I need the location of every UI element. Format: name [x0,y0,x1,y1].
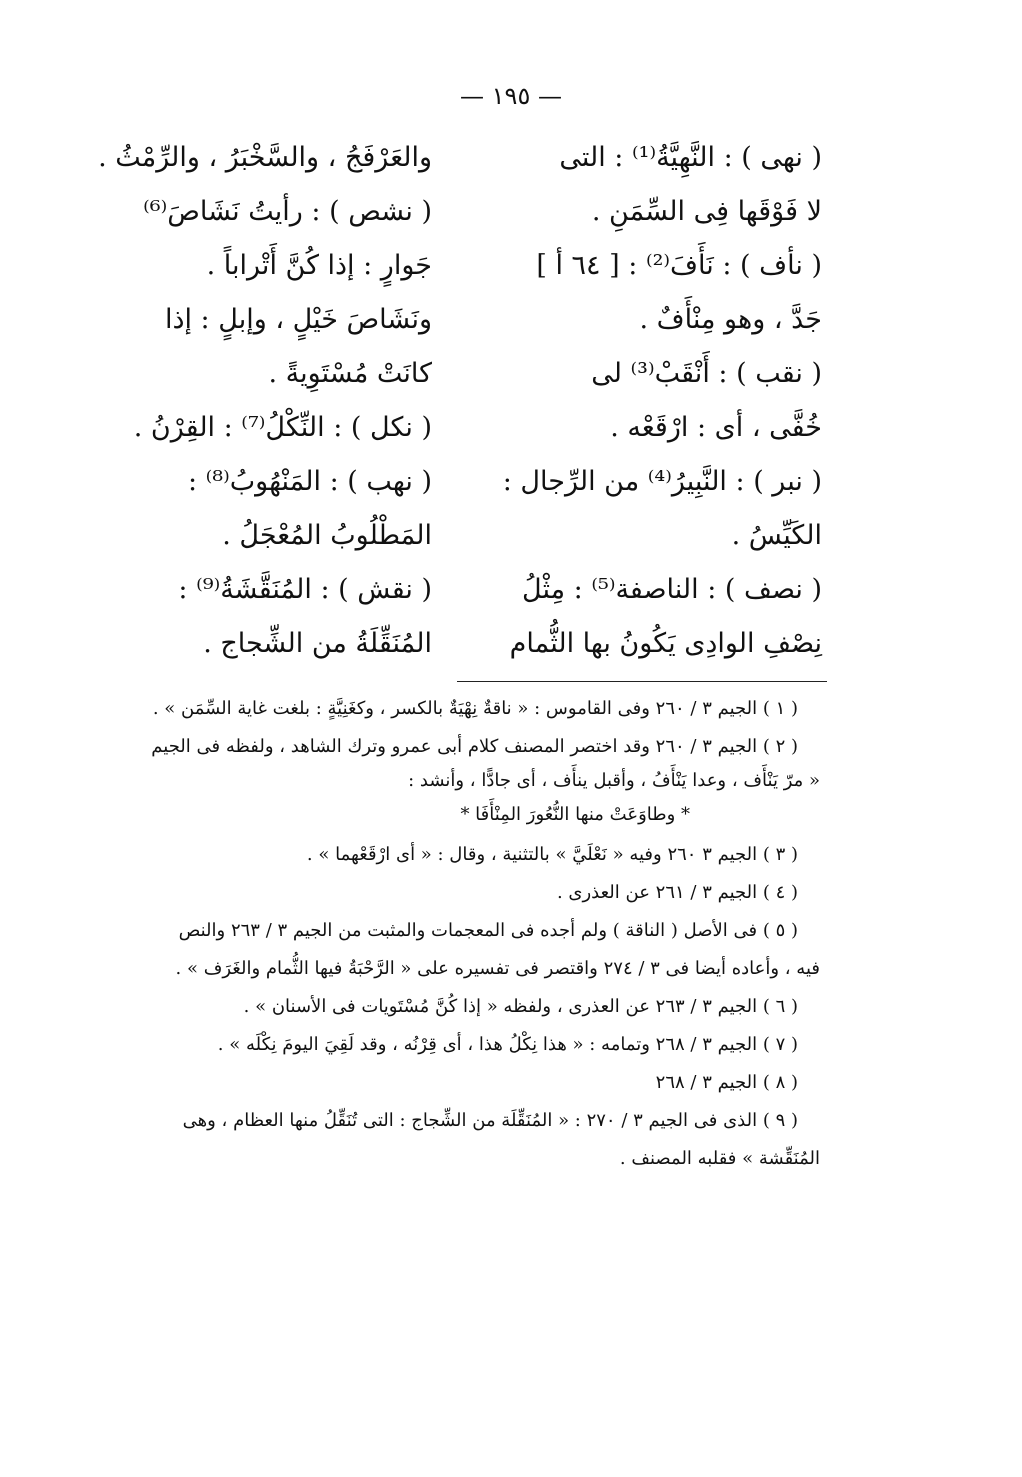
text-line: ( نكل ) : النِّكْلُ⁽⁷⁾ : القِرْنُ . [133,412,432,443]
text-line: المُنَقِّلَةُ من الشِّجاج . [203,628,432,659]
footnote-line: ( ٢ ) الجيم ٣ / ٢٦٠ وقد اختصر المصنف كلام أبى عمرو وترك الشاهد ، ولفظه فى الجيم [151,736,798,757]
footnote-line: ( ٩ ) الذى فى الجيم ٣ / ٢٧٠ : « المُنَقِّلَة من الشِّجاج : التى تُنَقِّلُ منها العظام ، وهى [182,1110,798,1131]
text-line: لا فَوْقَها فِى السِّمَنِ . [591,196,822,227]
footnote-line: ( ١ ) الجيم ٣ / ٢٦٠ وفى القاموس : « ناقةٌ نِهْيَةٌ بالكسر ، وكغَنِيَّةٍ : بلغت غاية السِّمَن » . [152,698,798,719]
footnote-line: ( ٨ ) الجيم ٣ / ٢٦٨ [655,1072,798,1093]
footnote-line: ( ٣ ) الجيم ٣ ٢٦٠ وفيه « نَعْلَيَّ » بالتثنية ، وقال : « أى ارْقَعْهما » . [306,844,798,865]
text-line: ( نهب ) : المَنْهُوبُ⁽⁸⁾ : [187,466,432,497]
text-line: ( نهى ) : النَّهِيَّةُ⁽¹⁾ : التى [559,142,822,173]
footnote-line: فيه ، وأعاده أيضا فى ٣ / ٢٧٤ واقتصر فى تفسيره على « الرَّحْبَةُ فيها الثُّمام والغَرَف » . [175,958,820,979]
text-line: كانَتْ مُسْتَوِيةً . [268,358,432,389]
text-line: ( نقب ) : أَنْقَبْ⁽³⁾ لى [591,358,822,389]
text-line: ( نشص ) : رأيتُ نَشَاصَ⁽⁶⁾ [143,196,432,227]
page-number: — ١٩٥ — [460,82,562,110]
text-line: خُفَّى ، أى : ارْقَعْه . [610,412,822,443]
footnote-line: المُنَقِّشة » فقلبه المصنف . [619,1148,820,1169]
footnote-line: ( ٥ ) فى الأصل ( الناقة ) ولم أجده فى المعجمات والمثبت من الجيم ٣ / ٢٦٣ والنص [178,920,798,941]
text-line: ونَشَاصَ خَيْلٍ ، وإبلٍ : إذا [164,304,432,335]
footnote-line: ( ٧ ) الجيم ٣ / ٢٦٨ وتمامه : « هذا نِكْلُ هذا ، أى قِرْنُه ، وقد لَقِيَ اليومَ نِكْلَه » . [217,1034,798,1055]
text-line: ( نقش ) : المُنَقَّشَةُ⁽⁹⁾ : [178,574,432,605]
text-line: جَدَّ ، وهو مِنْأَفٌ . [639,304,822,335]
footnote-line: * وطاوَعَتْ منها النُّعُورَ المِنْأَفَا * [460,804,690,825]
footnote-divider [457,681,827,682]
text-line: الكَيِّسُ . [731,520,822,551]
footnote-line: ( ٦ ) الجيم ٣ / ٢٦٣ عن العذرى ، ولفظه « إذا كُنَّ مُسْتَويات فى الأسنان » . [243,996,798,1017]
text-line: ( نبر ) : النَّبِيرُ⁽⁴⁾ من الرِّجال : [502,466,822,497]
text-line: جَوارٍ : إذا كُنَّ أَتْراباً . [206,250,432,281]
text-line: والعَرْفَجُ ، والسَّخْبَرُ ، والرِّمْثُ . [98,142,432,173]
text-line: ( نصف ) : الناصفة⁽⁵⁾ : مِثْلُ [522,574,822,605]
text-line: ( نأف ) : نَأَفَ⁽²⁾ : [ ٦٤ أ ] [536,250,822,281]
footnote-line: « مرّ يَنْأَف ، وعدا يَنْأَفُ ، وأقبل ينأَف ، أى جادًّا ، وأنشد : [408,770,820,791]
footnote-line: ( ٤ ) الجيم ٣ / ٢٦١ عن العذرى . [556,882,798,903]
text-line: المَطْلُوبُ المُعْجَلُ . [222,520,432,551]
text-line: نِصْفِ الوادِى يَكُونُ بها الثُّمام [509,628,822,659]
